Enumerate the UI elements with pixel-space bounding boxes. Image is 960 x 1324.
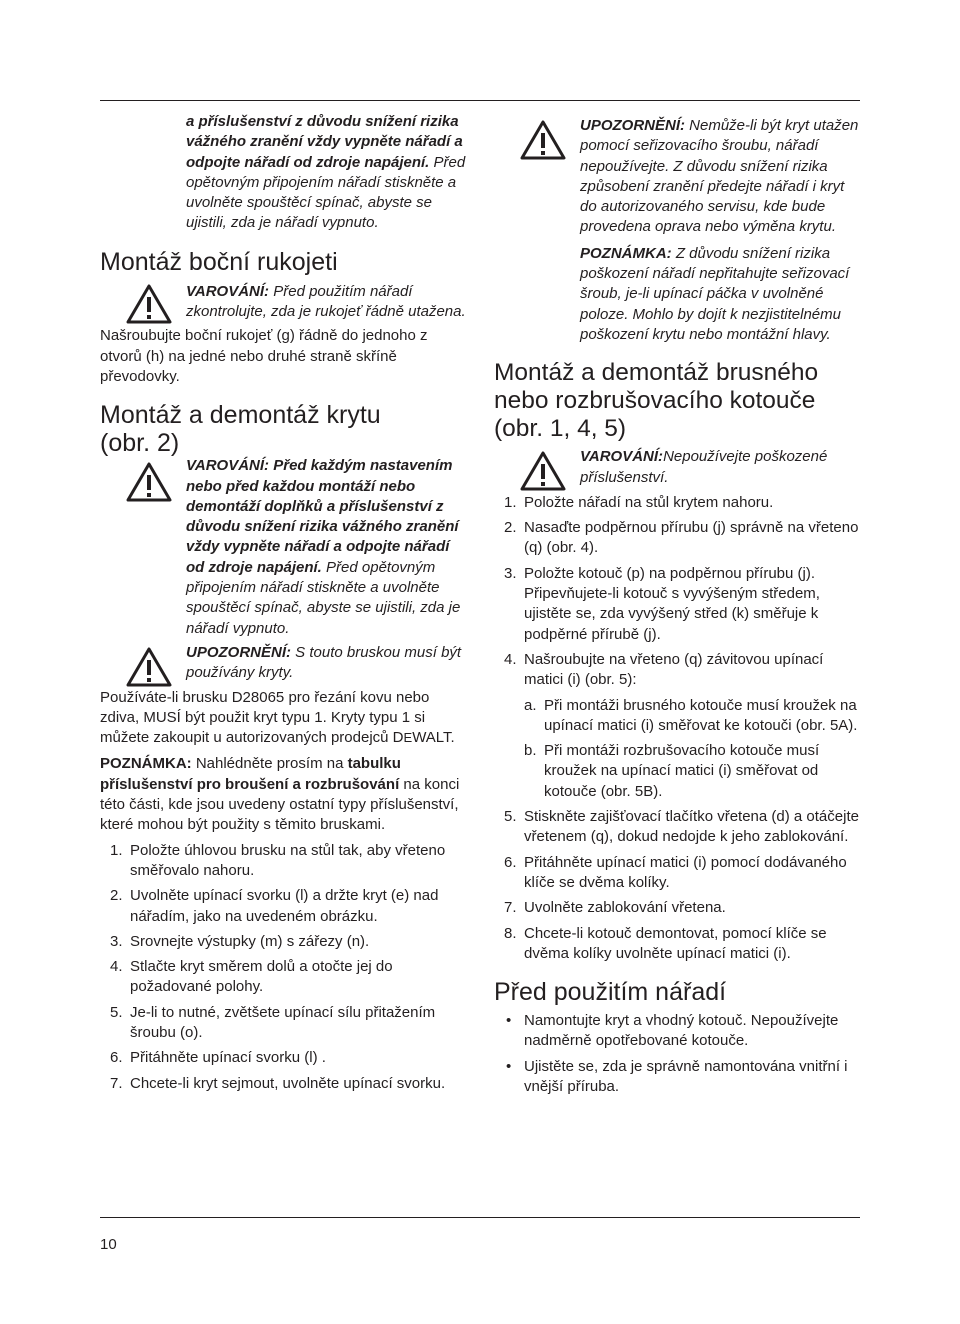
note-paragraph: POZNÁMKA: Nahlédněte prosím na tabulku příslušenství pro broušení a rozbrušování na konci této části, kde jsou uvedeny ostatní typy příslušenství, které mohou být použity s těmito bruskami. xyxy=(100,755,460,834)
list-item: 7. Uvolněte zablokování vřetena. xyxy=(504,899,726,917)
list-item: • Ujistěte se, zda je správně namontována vnitřní i vnější příruba. xyxy=(506,1057,848,1095)
page-number: 10 xyxy=(100,1236,117,1253)
d28065-paragraph: Používáte-li brusku D28065 pro řezání kovu nebo zdiva, MUSÍ být použit kryt typu 1. Kryty typu 1 si můžete zakoupit u autorizovaných prodejců DEWALT. xyxy=(100,688,455,747)
list-item: 1. Položte úhlovou brusku na stůl tak, aby vřeteno směřovalo nahoru. xyxy=(110,841,446,879)
warning-cover: VAROVÁNÍ: Před každým nastavením nebo před každou montáží nebo demontáží doplňků a příslušenství z důvodu snížení rizika vážného zranění vždy vypněte nářadí a odpojte nářadí od zdroje napájení. Před opětovným připojením nářadí stiskněte a uvolněte spouštěcí spínač, abyste se ujistili, zda je nářadí vypnuto. xyxy=(100,456,470,639)
right-column xyxy=(494,116,864,1097)
list-item: a. Při montáži brusného kotouče musí kroužek na upínací matici (i) směřovat ke kotouči (obr. 5A). xyxy=(524,696,858,734)
list-item: 5. Je-li to nutné, zvětšete upínací sílu přitažením šroubu (o). xyxy=(110,1003,436,1041)
list-item: 8. Chcete-li kotouč demontovat, pomocí klíče se dvěma kolíky uvolněte upínací matici (i). xyxy=(504,924,827,962)
caution-adjust-screw: UPOZORNĚNÍ: Nemůže-li být kryt utažen pomocí seřizovacího šroubu, nářadí nepoužívejte. Z důvodu snížení rizika způsobení zranění předejte nářadí i kryt do autorizovaného servisu, kde bude provedena oprava nebo výměna krytu. xyxy=(494,116,864,238)
cover-steps xyxy=(100,841,470,1094)
heading-cover: Montáž a demontáž krytu (obr. 2) xyxy=(100,401,381,458)
bottom-rule xyxy=(100,1217,860,1218)
list-item: 5. Stiskněte zajišťovací tlačítko vřetena (d) a otáčejte vřetenem (q), dokud nedojde k jeho zablokování. xyxy=(504,808,859,846)
disc-steps-continued xyxy=(494,807,864,964)
list-item: • Namontujte kryt a vhodný kotouč. Nepoužívejte nadměrně opotřebované kotouče. xyxy=(506,1012,839,1050)
warning-icon xyxy=(126,462,172,502)
list-item: 4. Našroubujte na vřeteno (q) závitovou upínací matici (i) (obr. 5): xyxy=(504,650,824,689)
warning-icon xyxy=(126,647,172,687)
list-item: 3. Srovnejte výstupky (m) s zářezy (n). xyxy=(110,932,370,950)
list-item: 6. Přitáhněte upínací matici (i) pomocí dodávaného klíče se dvěma kolíky. xyxy=(504,853,847,891)
warning-disc: VAROVÁNÍ:Nepoužívejte poškozené příslušenství. xyxy=(494,447,864,488)
disc-steps xyxy=(494,493,864,691)
warning-side-handle: VAROVÁNÍ: Před použitím nářadí zkontrolujte, zda je rukojeť řádně utažena. xyxy=(100,282,470,323)
list-item: 3. Položte kotouč (p) na podpěrnou přírubu (j). Připevňujete-li kotouč s vyvýšeným středem, ujistěte se, zda vyvýšený střed (k) směřuje k podpěrné přírubě (j). xyxy=(504,564,820,643)
heading-before-use: Před použitím nářadí xyxy=(494,978,727,1007)
list-item: 6. Přitáhněte upínací svorku (l) . xyxy=(110,1049,326,1067)
heading-disc: Montáž a demontáž brusného nebo rozbrušovacího kotouče (obr. 1, 4, 5) xyxy=(494,359,819,443)
list-item: 1. Položte nářadí na stůl krytem nahoru. xyxy=(504,493,774,511)
note-adjust-screw: POZNÁMKA: Z důvodu snížení rizika poškození nářadí nepřitahujte seřizovací šroub, je-li upínací páčka v uvolněné poloze. Mohlo by dojít k nezjistitelnému poškození krytu nebo montážní hlavy. xyxy=(580,244,850,343)
side-handle-paragraph: Našroubujte boční rukojeť (g) řádně do jednoho z otvorů (h) na jedné nebo druhé straně skříně převodovky. xyxy=(100,327,428,385)
list-item: 2. Nasaďte podpěrnou přírubu (j) správně na vřeteno (q) (obr. 4). xyxy=(504,519,859,557)
disc-substeps xyxy=(494,696,864,802)
warning-icon xyxy=(126,284,172,324)
left-column xyxy=(100,112,470,1094)
list-item: 4. Stlačte kryt směrem dolů a otočte jej do požadované polohy. xyxy=(110,958,393,996)
before-use-list xyxy=(494,1011,864,1097)
caution-cover: UPOZORNĚNÍ: S touto bruskou musí být používány kryty. xyxy=(100,643,470,684)
continued-warning: a příslušenství z důvodu snížení rizika vážného zranění vždy vypněte nářadí a odpojte nářadí od zdroje napájení. Před opětovným připojením nářadí stiskněte a uvolněte spouštěcí spínač, abyste se ujistili, zda je nářadí vypnuto. xyxy=(186,113,466,232)
top-rule xyxy=(100,100,860,101)
heading-side-handle: Montáž boční rukojeti xyxy=(100,247,338,276)
list-item: b. Při montáži rozbrušovacího kotouče musí kroužek na upínací matici (i) směřovat od kotouče (obr. 5B). xyxy=(524,742,820,800)
warning-icon xyxy=(520,120,566,160)
list-item: 2. Uvolněte upínací svorku (l) a držte kryt (e) nad nářadím, jako na uvedeném obrázku. xyxy=(110,887,439,925)
warning-icon xyxy=(520,451,566,491)
list-item: 7. Chcete-li kryt sejmout, uvolněte upínací svorku. xyxy=(110,1074,446,1092)
